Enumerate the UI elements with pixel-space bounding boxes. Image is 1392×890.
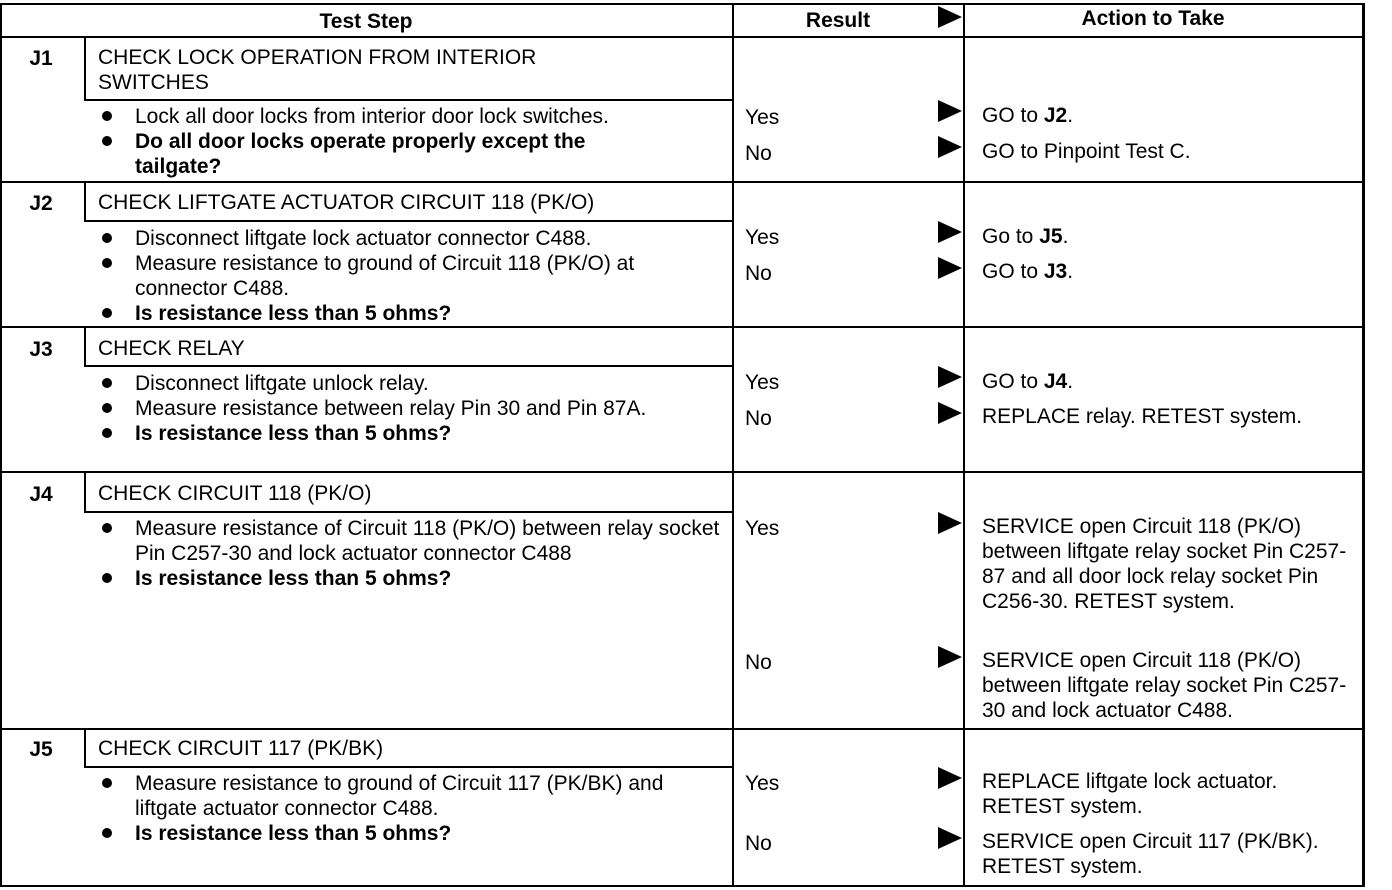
- bullet-item: Measure resistance of Circuit 118 (PK/O) between relay socket Pin C257-30 and lock actuator connector C488: [98, 516, 745, 566]
- bullet-item: Measure resistance to ground of Circuit 117 (PK/BK) and liftgate actuator connector C488.: [98, 771, 695, 821]
- result-arrow-icon: [938, 366, 962, 388]
- bullet-icon: [102, 378, 112, 388]
- step-id: J5: [29, 738, 53, 761]
- result-arrow-icon: [938, 767, 962, 789]
- step-title: CHECK LIFTGATE ACTUATOR CIRCUIT 118 (PK/O): [98, 191, 595, 214]
- bullet-question: Is resistance less than 5 ohms?: [98, 566, 718, 591]
- result-label: Yes: [745, 106, 780, 129]
- step-bullets: [98, 226, 718, 326]
- action-text: GO to Pinpoint Test C.: [982, 140, 1191, 163]
- step-bullets: [98, 771, 718, 846]
- step-id: J1: [29, 47, 53, 70]
- bullet-icon: [102, 111, 112, 121]
- bullet-icon: [102, 428, 112, 438]
- step-bullets: [98, 371, 718, 446]
- bullet-item: Disconnect liftgate unlock relay.: [98, 371, 718, 396]
- bullet-icon: [102, 233, 112, 243]
- bullet-icon: [102, 778, 112, 788]
- table-border-top: [0, 3, 1365, 5]
- row-divider-j3: [0, 326, 1365, 328]
- header-action: Action to Take: [1081, 7, 1225, 30]
- result-label: No: [745, 407, 772, 430]
- header-result: Result: [805, 9, 871, 32]
- bullet-question: Is resistance less than 5 ohms?: [98, 821, 718, 846]
- bullet-icon: [102, 523, 112, 533]
- action-text: SERVICE open Circuit 118 (PK/O) between liftgate relay socket Pin C257-87 and all door lock relay socket Pin C256-30. RETEST system.: [982, 515, 1347, 613]
- step-bullets: [98, 516, 718, 591]
- bullet-icon: [102, 308, 112, 318]
- step-id: J2: [29, 192, 53, 215]
- header-arrow-icon: [938, 6, 962, 28]
- result-arrow-icon: [938, 100, 962, 122]
- result-label: Yes: [745, 226, 780, 249]
- result-arrow-icon: [938, 136, 962, 158]
- column-divider-result: [732, 3, 734, 887]
- row-divider-j4: [0, 471, 1365, 473]
- action-text: Go to J5.: [982, 225, 1069, 248]
- result-label: Yes: [745, 772, 780, 795]
- step-bullets: [98, 104, 718, 179]
- step-id: J4: [29, 483, 53, 506]
- action-text: GO to J2.: [982, 104, 1074, 127]
- column-divider-action: [963, 3, 965, 887]
- header-divider: [0, 36, 1365, 38]
- table-border-right: [1362, 3, 1365, 887]
- step-id: J3: [29, 338, 53, 361]
- result-label: No: [745, 832, 772, 855]
- bullet-icon: [102, 258, 112, 268]
- bullet-item: Lock all door locks from interior door lock switches.: [98, 104, 718, 129]
- bullet-question: Do all door locks operate properly except the tailgate?: [98, 129, 675, 179]
- action-text: GO to J3.: [982, 260, 1074, 283]
- id-divider-j5: [84, 729, 86, 768]
- result-label: Yes: [745, 371, 780, 394]
- id-divider-j2: [84, 182, 86, 221]
- title-underline-j1: [84, 99, 734, 101]
- bullet-item: Measure resistance between relay Pin 30 and Pin 87A.: [98, 396, 715, 421]
- action-text: SERVICE open Circuit 118 (PK/O) between liftgate relay socket Pin C257-30 and lock actuator C488.: [982, 649, 1347, 722]
- action-text: GO to J4.: [982, 370, 1074, 393]
- result-label: No: [745, 651, 772, 674]
- result-arrow-icon: [938, 257, 962, 279]
- title-underline-j4: [84, 511, 734, 513]
- action-text: REPLACE relay. RETEST system.: [982, 405, 1303, 428]
- id-divider-j4: [84, 472, 86, 512]
- result-arrow-icon: [938, 827, 962, 849]
- row-divider-j2: [0, 181, 1365, 183]
- bullet-icon: [102, 828, 112, 838]
- step-title: CHECK LOCK OPERATION FROM INTERIOR SWITCHES: [98, 46, 537, 94]
- bullet-item: Measure resistance to ground of Circuit 118 (PK/O) at connector C488.: [98, 251, 715, 301]
- result-label: No: [745, 262, 772, 285]
- bullet-item: Disconnect liftgate lock actuator connector C488.: [98, 226, 718, 251]
- title-underline-j3: [84, 365, 734, 367]
- bullet-icon: [102, 136, 112, 146]
- action-text: SERVICE open Circuit 117 (PK/BK). RETEST system.: [982, 830, 1319, 878]
- bullet-icon: [102, 573, 112, 583]
- step-title: CHECK RELAY: [98, 337, 245, 360]
- title-underline-j5: [84, 766, 734, 768]
- result-arrow-icon: [938, 221, 962, 243]
- result-arrow-icon: [938, 402, 962, 424]
- id-divider-j3: [84, 327, 86, 366]
- result-label: No: [745, 142, 772, 165]
- header-test-step: Test Step: [319, 10, 413, 33]
- id-divider-j1: [84, 37, 86, 101]
- step-title: CHECK CIRCUIT 117 (PK/BK): [98, 737, 384, 760]
- result-arrow-icon: [938, 646, 962, 668]
- row-divider-j5: [0, 728, 1365, 730]
- title-underline-j2: [84, 220, 734, 222]
- result-label: Yes: [745, 517, 780, 540]
- bullet-question: Is resistance less than 5 ohms?: [98, 301, 718, 326]
- bullet-icon: [102, 403, 112, 413]
- table-border-left: [0, 3, 2, 887]
- result-arrow-icon: [938, 512, 962, 534]
- step-title: CHECK CIRCUIT 118 (PK/O): [98, 482, 372, 505]
- action-text: REPLACE liftgate lock actuator. RETEST system.: [982, 770, 1278, 818]
- table-border-bottom: [0, 885, 1365, 887]
- bullet-question: Is resistance less than 5 ohms?: [98, 421, 718, 446]
